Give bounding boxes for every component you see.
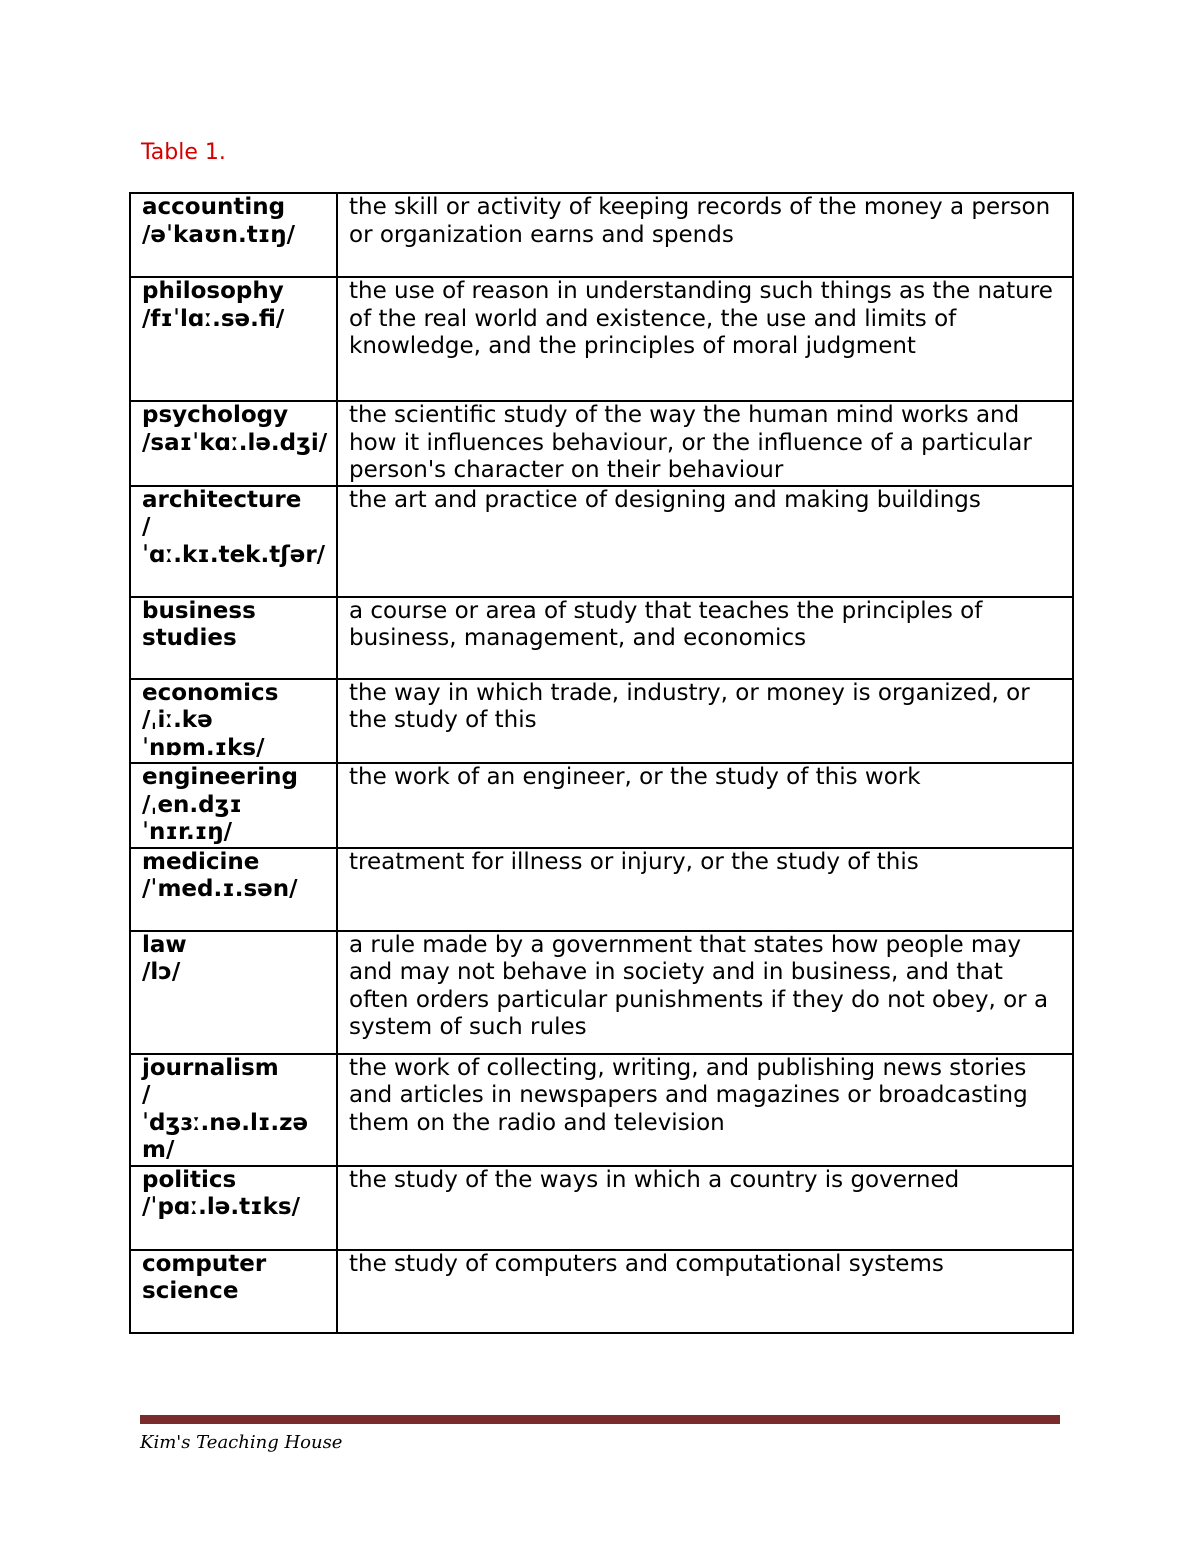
vocabulary-table — [129, 192, 1074, 1334]
term-cell — [130, 1054, 337, 1166]
term-cell — [130, 193, 337, 277]
term-cell — [130, 848, 337, 931]
definition-cell: the work of an engineer, or the study of this work — [337, 763, 1073, 848]
term-pronunciation: /əˈkaʊn.tɪŋ/ — [142, 221, 296, 248]
term-word: philosophy — [142, 278, 284, 304]
term-word: accounting — [142, 194, 286, 220]
table-row — [130, 401, 1073, 486]
table-row — [130, 1054, 1073, 1166]
term-word: engineering — [142, 764, 298, 790]
term-word: computer science — [142, 1250, 267, 1304]
term-cell — [130, 401, 337, 486]
term-pronunciation: /ˈpɑː.lə.tɪks/ — [142, 1194, 301, 1220]
term-cell — [130, 1166, 337, 1250]
definition-cell: the use of reason in understanding such things as the nature of the real world and existence, the use and limits of knowledge, and the principles of moral judgment — [337, 277, 1073, 401]
table-row — [130, 679, 1073, 764]
footer-divider — [140, 1415, 1060, 1424]
definition-cell: the study of computers and computational systems — [337, 1250, 1073, 1333]
term-word: medicine — [142, 848, 260, 875]
term-word: architecture — [142, 486, 302, 513]
table-row — [130, 597, 1073, 679]
term-cell — [130, 277, 337, 401]
definition-cell: the study of the ways in which a country is governed — [337, 1166, 1073, 1250]
term-word: politics — [142, 1166, 237, 1193]
term-cell — [130, 679, 337, 764]
definition-cell: treatment for illness or injury, or the study of this — [337, 848, 1073, 931]
term-cell — [130, 931, 337, 1054]
term-pronunciation: /ˌen.dʒɪˈnɪr.ɪŋ/ — [142, 791, 242, 845]
table-row — [130, 193, 1073, 277]
term-word: psychology — [142, 402, 289, 428]
term-word: business studies — [142, 597, 256, 651]
term-pronunciation: /lɔ/ — [142, 959, 181, 985]
definition-cell: a course or area of study that teaches the principles of business, management, and economics — [337, 597, 1073, 679]
definition-cell: the work of collecting, writing, and publishing news stories and articles in newspapers and magazines or broadcasting them on the radio and television — [337, 1054, 1073, 1166]
term-word: economics — [142, 679, 279, 706]
term-word: law — [142, 931, 187, 958]
definition-cell: the skill or activity of keeping records of the money a person or organization earns and spends — [337, 193, 1073, 277]
table-row — [130, 848, 1073, 931]
definition-cell: a rule made by a government that states how people may and may not behave in society and in business, and that often orders particular punishments if they do not obey, or a system of such rules — [337, 931, 1073, 1054]
term-pronunciation: /fɪˈlɑː.sə.fi/ — [142, 305, 285, 332]
term-cell — [130, 763, 337, 848]
table-row — [130, 763, 1073, 848]
term-pronunciation: /ˈɑː.kɪ.tek.tʃər/ — [142, 514, 326, 568]
definition-cell: the art and practice of designing and making buildings — [337, 486, 1073, 597]
term-cell — [130, 597, 337, 679]
term-word: journalism — [142, 1054, 279, 1081]
definition-cell: the scientific study of the way the human mind works and how it influences behaviour, or the influence of a particular person's character on their behaviour — [337, 401, 1073, 486]
table-caption: Table 1. — [141, 140, 226, 165]
table-row — [130, 486, 1073, 597]
term-pronunciation: /saɪˈkɑː.lə.dʒi/ — [142, 429, 328, 456]
table-row — [130, 1166, 1073, 1250]
table-row — [130, 277, 1073, 401]
term-pronunciation: /ˈmed.ɪ.sən/ — [142, 876, 298, 902]
definition-cell: the way in which trade, industry, or money is organized, or the study of this — [337, 679, 1073, 764]
term-cell — [130, 486, 337, 597]
table-row — [130, 931, 1073, 1054]
term-cell — [130, 1250, 337, 1333]
term-pronunciation: /ˌiː.kəˈnɒm.ɪks/ — [142, 707, 265, 761]
table-row — [130, 1250, 1073, 1333]
footer-title: Kim's Teaching House — [140, 1432, 343, 1453]
term-pronunciation: /ˈdʒɜː.nə.lɪ.zəm/ — [142, 1082, 309, 1163]
